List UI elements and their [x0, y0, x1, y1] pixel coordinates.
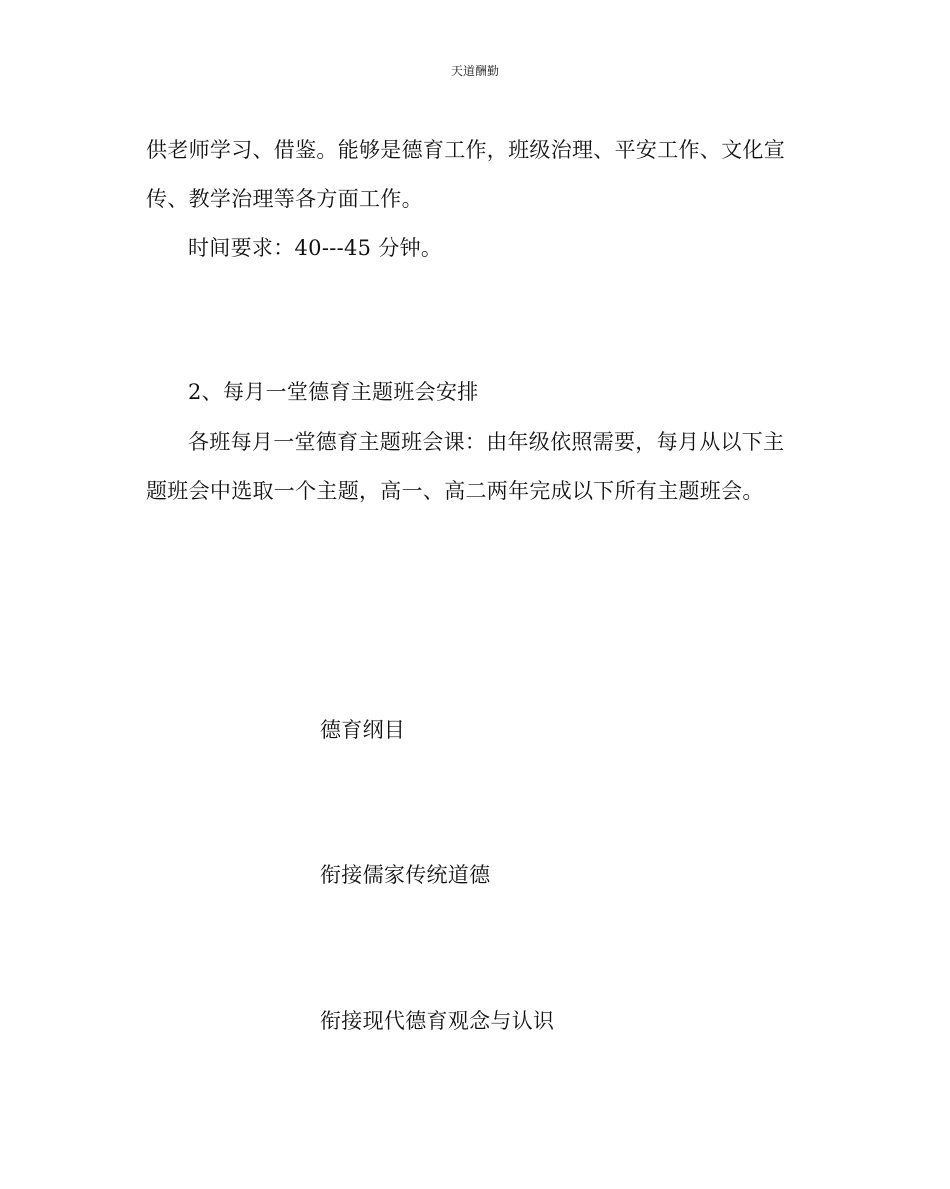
page-header: 天道酬勤: [450, 64, 499, 78]
moral-outline-item: 衔接现代德育观念与认识: [320, 1009, 555, 1033]
section-heading: 2、每月一堂德育主题班会安排: [188, 380, 479, 404]
moral-outline-heading: 德育纲目: [320, 718, 406, 742]
body-text-line: 传、教学治理等各方面工作。: [146, 187, 423, 211]
body-text-line: 题班会中选取一个主题，高一、高二两年完成以下所有主题班会。: [146, 479, 764, 503]
body-text-line: 各班每月一堂德育主题班会课：由年级依照需要，每月从以下主: [188, 430, 785, 454]
moral-outline-item: 衔接儒家传统道德: [320, 863, 491, 887]
time-requirement: 时间要求：40---45 分钟。: [188, 236, 443, 260]
body-text-line: 供老师学习、借鉴。能够是德育工作，班级治理、平安工作、文化宣: [146, 138, 785, 162]
